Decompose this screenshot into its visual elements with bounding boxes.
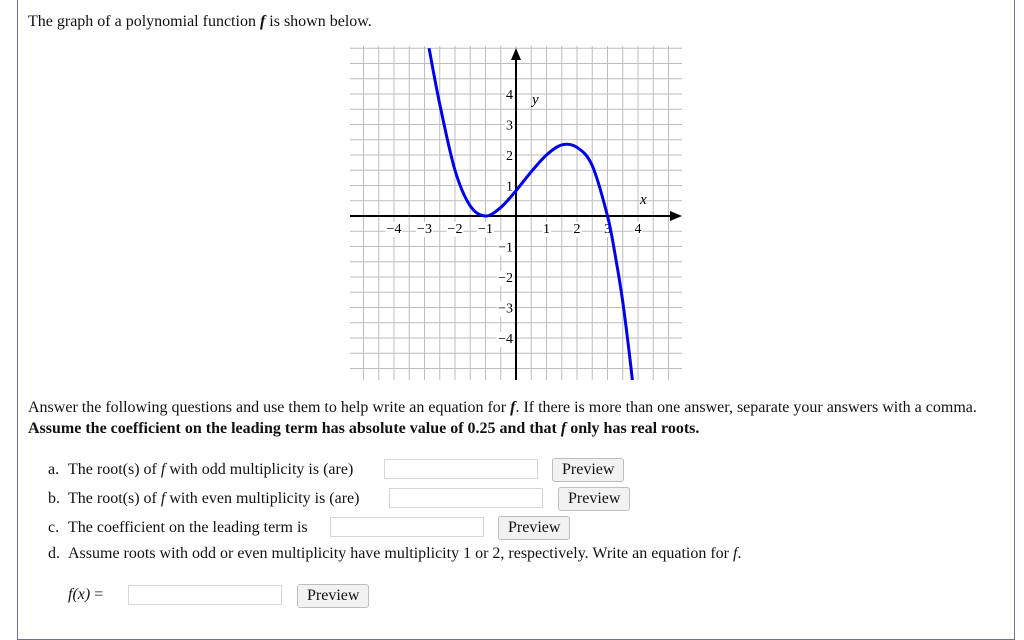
x-tick-label: −1	[478, 222, 493, 237]
y-tick-label: 4	[506, 88, 513, 103]
y-tick-label: 2	[506, 149, 513, 164]
y-tick-label: 1	[506, 179, 513, 195]
x-tick-label: 1	[543, 222, 550, 237]
root-even-input[interactable]	[389, 488, 543, 508]
y-tick-label: −2	[498, 271, 513, 286]
x-axis-label: x	[640, 192, 647, 208]
question-a: a. The root(s) of f with odd multiplicity is (are)	[48, 461, 354, 478]
x-tick-label: 4	[634, 222, 642, 237]
y-axis-arrow	[511, 48, 521, 60]
y-tick-label: −4	[498, 332, 513, 347]
preview-b-button[interactable]: Preview	[558, 487, 630, 511]
question-c: c. The coefficient on the leading term is	[48, 519, 308, 536]
intro-text: The graph of a polynomial function f is shown below.	[28, 13, 372, 30]
y-axis-label: y	[532, 92, 539, 108]
question-d: d. Assume roots with odd or even multiplicity have multiplicity 1 or 2, respectively. Write an equation for f.	[48, 545, 742, 562]
x-tick-label: 3	[604, 222, 611, 237]
x-tick-label: 2	[573, 222, 581, 237]
x-tick-label: −3	[417, 222, 432, 237]
y-tick-label: −1	[498, 240, 513, 256]
y-tick-label: −3	[498, 301, 513, 317]
equation-label: f(x) =	[68, 586, 104, 603]
preview-equation-button[interactable]: Preview	[297, 584, 369, 608]
instructions: Answer the following questions and use them to help write an equation for f. If there is more than one answer, separate your answers with a comma. Assume the coefficient on the leading term has absolute value of 0.25 and that f only has real roots.	[28, 399, 977, 437]
x-tick-label: −4	[386, 222, 402, 237]
x-tick-label: −2	[447, 222, 463, 237]
question-b: b. The root(s) of f with even multiplicity is (are)	[48, 490, 360, 507]
polynomial-graph	[350, 46, 682, 380]
preview-a-button[interactable]: Preview	[552, 458, 624, 482]
preview-c-button[interactable]: Preview	[498, 516, 570, 540]
root-odd-input[interactable]	[384, 459, 538, 479]
x-axis-arrow	[670, 211, 682, 221]
equation-input[interactable]	[128, 585, 282, 605]
leading-coefficient-input[interactable]	[330, 517, 484, 537]
y-tick-label: 3	[506, 118, 513, 134]
